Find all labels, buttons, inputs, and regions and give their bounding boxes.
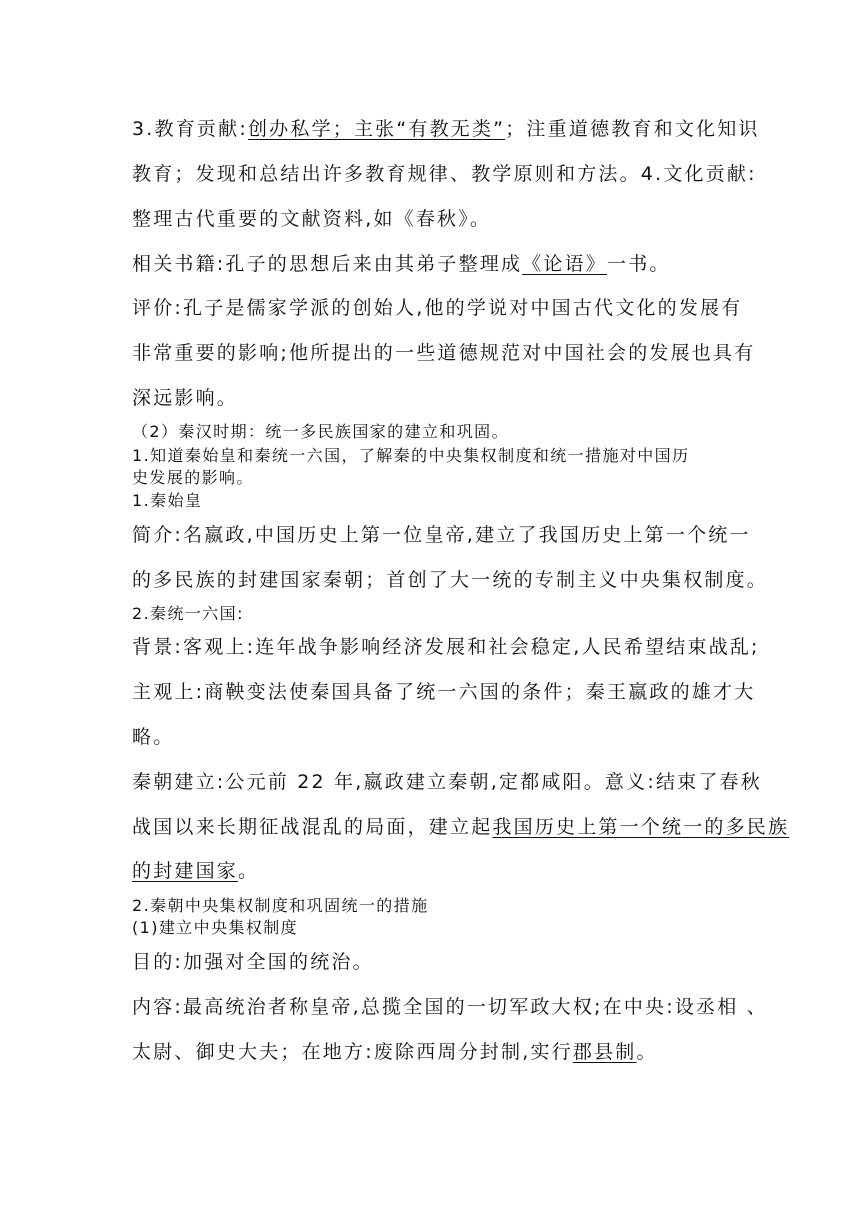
text-line: [132, 859, 259, 883]
underlined-text: 的封建国家: [132, 860, 239, 882]
text-span: 。: [238, 860, 260, 882]
objective-line: 史发展的影响。: [132, 468, 254, 487]
content-line: 内容:最高统治者称皇帝,总揽全国的一切军政大权;在中央:设丞相 、: [132, 996, 768, 1018]
text-line: [132, 815, 789, 839]
background-line: 背景:客观上:连年战争影响经济发展和社会稳定,人民希望结束战乱;: [132, 636, 760, 658]
text-line: 的多民族的封建国家秦朝；首创了大一统的专制主义中央集权制度。: [132, 569, 769, 591]
text-span: 3.教育贡献:: [132, 118, 248, 140]
text-line: 整理古代重要的文献资料,如《春秋》。: [132, 208, 492, 230]
intro-line: 简介:名嬴政,中国历史上第一位皇帝,建立了我国历史上第一个统一: [132, 524, 751, 546]
text-span: 。: [636, 1041, 658, 1063]
objective-line: 1.知道秦始皇和秦统一六国，了解秦的中央集权制度和统一措施对中国历: [132, 446, 690, 465]
text-line: 主观上:商鞅变法使秦国具备了统一六国的条件；秦王嬴政的雄才大: [132, 681, 756, 703]
section-heading: （2）秦汉时期：统一多民族国家的建立和巩固。: [132, 422, 509, 441]
text-span: 一书。: [607, 253, 671, 275]
text-span: 战国以来长期征战混乱的局面，建立起: [132, 816, 493, 838]
subheading: (1)建立中央集权制度: [132, 918, 299, 937]
underlined-text: 《论语》: [522, 253, 608, 275]
education-contribution-line: [132, 117, 760, 141]
text-line: 略。: [132, 726, 175, 748]
qin-founding-line: 秦朝建立:公元前 22 年,嬴政建立秦朝,定都咸阳。意义:结束了春秋: [132, 771, 762, 793]
text-line: 深远影响。: [132, 387, 239, 409]
underlined-text: 我国历史上第一个统一的多民族: [492, 816, 790, 838]
underlined-text: 创办私学；主张“有教无类”: [247, 118, 506, 140]
text-line: 教育；发现和总结出许多教育规律、教学原则和方法。4.文化贡献:: [132, 163, 757, 185]
text-span: 太尉、御史大夫；在地方:废除西周分封制,实行: [132, 1041, 573, 1063]
subheading: 2.秦统一六国:: [132, 604, 244, 623]
subheading: 2.秦朝中央集权制度和巩固统一的措施: [132, 896, 429, 915]
text-span: ；注重道德教育和文化知识: [505, 118, 760, 140]
subheading: 1.秦始皇: [132, 491, 203, 510]
underlined-text: 郡县制: [572, 1041, 637, 1063]
text-line: 非常重要的影响;他所提出的一些道德规范对中国社会的发展也具有: [132, 342, 756, 364]
related-books-line: [132, 252, 671, 276]
evaluation-line: 评价:孔子是儒家学派的创始人,他的学说对中国古代文化的发展有: [132, 297, 743, 319]
text-span: 相关书籍:孔子的思想后来由其弟子整理成: [132, 253, 523, 275]
text-line: [132, 1040, 658, 1064]
purpose-line: 目的:加强对全国的统治。: [132, 951, 374, 973]
